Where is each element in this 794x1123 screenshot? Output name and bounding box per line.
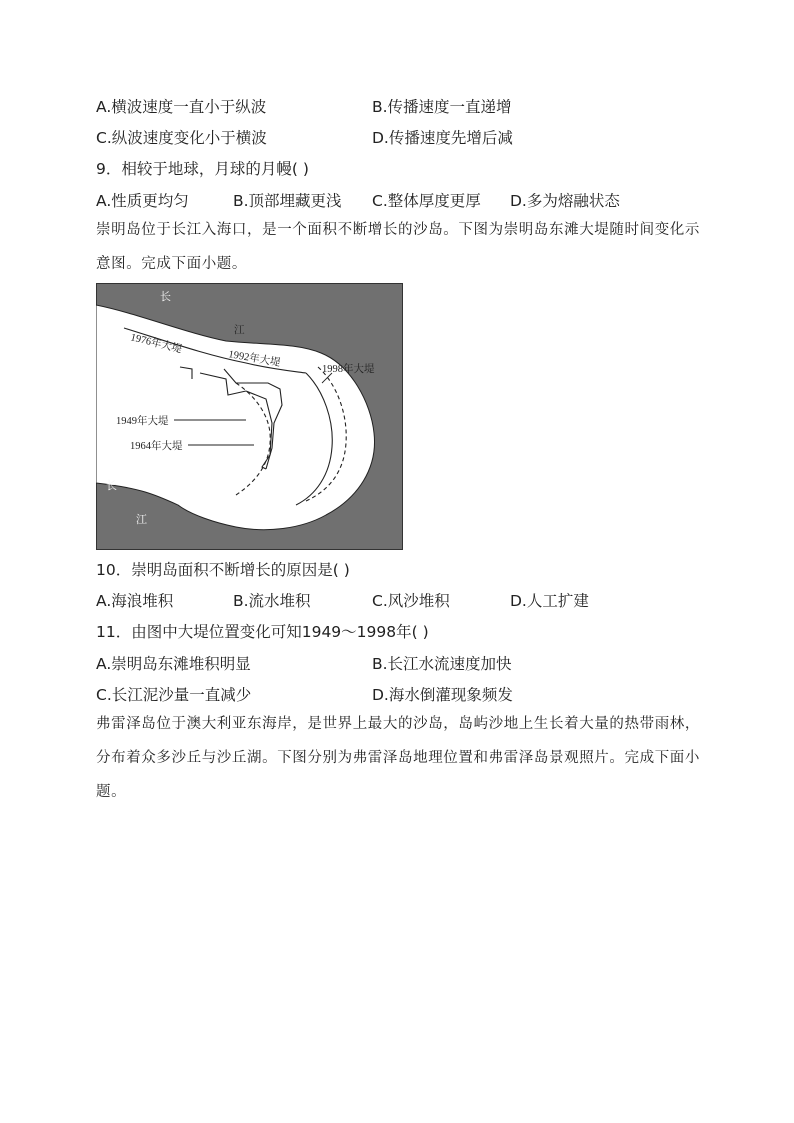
- q9-stem: 9．相较于地球，月球的月幔( ): [96, 160, 309, 178]
- water-label-top-2: 江: [234, 325, 245, 336]
- passage-fraser: 弗雷泽岛位于澳大利亚东海岸，是世界上最大的沙岛，岛屿沙地上生长着大量的热带雨林，分布着众多沙丘与沙丘湖。下图分别为弗雷泽岛地理位置和弗雷泽岛景观照片。完成下面小题。: [96, 716, 700, 800]
- q10-option-d: D.人工扩建: [510, 592, 589, 610]
- q8-option-b: B.传播速度一直递增: [372, 98, 512, 116]
- q11-option-a: A.崇明岛东滩堆积明显: [96, 655, 251, 673]
- q11-option-d: D.海水倒灌现象频发: [372, 686, 513, 704]
- q10-option-b: B.流水堆积: [233, 592, 311, 610]
- q11-option-b: B.长江水流速度加快: [372, 655, 512, 673]
- passage-chongming: 崇明岛位于长江入海口，是一个面积不断增长的沙岛。下图为崇明岛东滩大堤随时间变化示意图。完成下面小题。: [96, 222, 700, 272]
- water-label-top-1: 长: [160, 291, 171, 303]
- q10-option-c: C.风沙堆积: [372, 592, 450, 610]
- q10-stem: 10．崇明岛面积不断增长的原因是( ): [96, 561, 350, 579]
- water-label-left-1: 长: [106, 480, 117, 492]
- water-label-left-2: 江: [136, 514, 147, 526]
- q11-stem: 11．由图中大堤位置变化可知1949～1998年( ): [96, 623, 429, 641]
- dike-1992-label: 1992年大堤: [227, 349, 282, 370]
- dike-1998-label: 1998年大堤: [322, 364, 375, 375]
- q8-option-d: D.传播速度先增后减: [372, 129, 513, 147]
- dike-1949-label: 1949年大堤: [116, 416, 169, 427]
- q11-option-c: C.长江泥沙量一直减少: [96, 686, 252, 704]
- q9-option-a: A.性质更均匀: [96, 192, 189, 210]
- q8-option-c: C.纵波速度变化小于横波: [96, 129, 267, 147]
- q9-option-c: C.整体厚度更厚: [372, 192, 481, 210]
- dike-1964-label: 1964年大堤: [130, 441, 183, 452]
- q9-option-d: D.多为熔融状态: [510, 192, 620, 210]
- dike-1976-label: 1976年大堤: [129, 332, 183, 356]
- q8-option-a: A.横波速度一直小于纵波: [96, 98, 267, 116]
- chongming-dike-map: [96, 283, 403, 550]
- q9-option-b: B.顶部埋藏更浅: [233, 192, 342, 210]
- q10-option-a: A.海浪堆积: [96, 592, 174, 610]
